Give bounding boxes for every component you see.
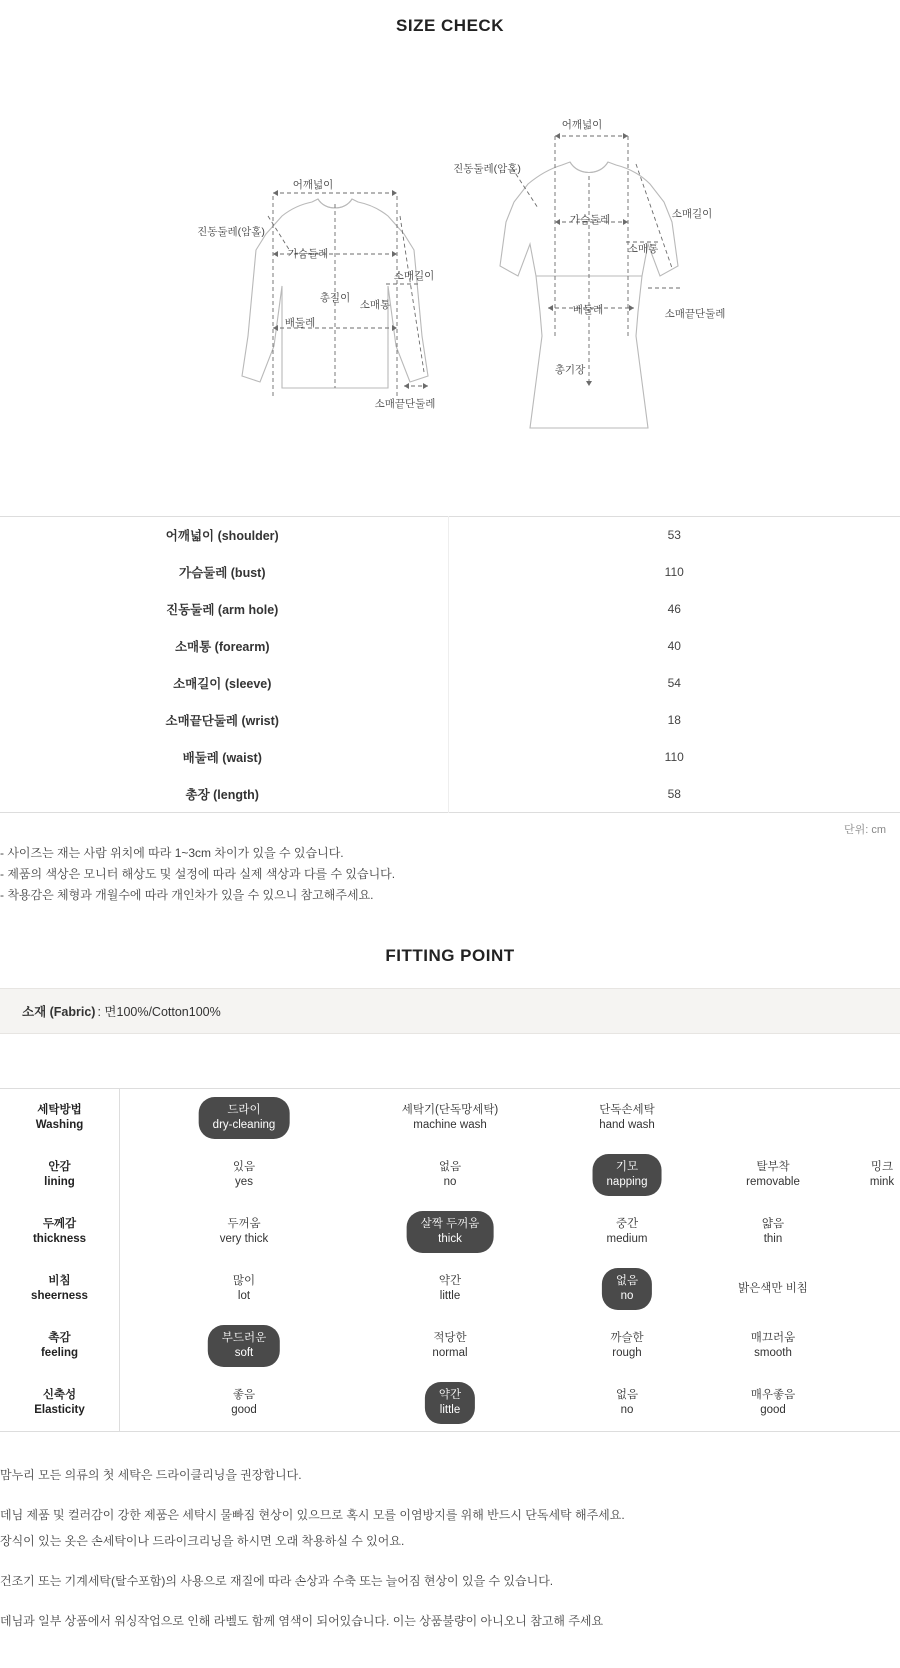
table-row [0,591,900,628]
fitting-option-smooth[interactable] [751,1331,795,1361]
label-shoulder-top: 어깨넓이 [292,179,334,191]
option-en: mink [869,1175,895,1188]
size-row-value-text: 58 [667,786,681,801]
fitting-option-rough[interactable] [610,1331,643,1361]
fitting-option-medium[interactable] [607,1217,648,1247]
label-waist-top: 배둘레 [284,317,316,329]
option-en: soft [234,1346,254,1359]
option-en: thin [763,1232,783,1245]
size-note-item: - 사이즈는 재는 사람 위치에 따라 1~3cm 차이가 있을 수 있습니다. [0,846,344,860]
option-ko: 없음 [438,1160,462,1173]
size-row-value [448,702,900,739]
fitting-row-label-en: lining [44,1175,75,1188]
fitting-row-label [0,1317,120,1374]
fitting-option-napping[interactable] [593,1154,662,1196]
fabric-bar [0,988,900,1034]
option-ko: 없음 [615,1274,639,1287]
fitting-row-label-en: sheerness [31,1289,88,1302]
fitting-option-dry-cleaning[interactable] [199,1097,290,1139]
size-row-value-text: 110 [664,565,684,579]
label-armhole-dress: 진동둘레(암홀) [453,163,521,175]
fitting-option-little-sheer[interactable] [439,1274,461,1304]
option-ko: 좋음 [232,1388,256,1401]
fitting-option-very-thick[interactable] [220,1217,269,1247]
table-row [0,776,900,813]
option-en: thick [438,1232,462,1245]
option-ko: 약간 [438,1388,462,1401]
fitting-option-elastic-little[interactable] [425,1382,475,1424]
size-row-value-text: 54 [667,676,681,690]
option-ko: 단독손세탁 [599,1103,655,1116]
option-ko: 밍크 [870,1160,894,1173]
option-en: lot [237,1289,251,1302]
fitting-option-lining-yes[interactable] [233,1160,255,1190]
option-ko: 두꺼움 [227,1217,261,1230]
fitting-option-lot[interactable] [233,1274,255,1304]
table-row [0,739,900,776]
fitting-row-feeling [0,1317,900,1374]
option-en: no [620,1289,634,1302]
option-ko: 세탁기(단독망세탁) [401,1103,499,1116]
size-row-label: 배둘레 (waist) [0,739,448,776]
table-row [0,628,900,665]
option-ko: 탈부착 [756,1160,790,1173]
size-row-value [448,628,900,665]
label-length-dress: 총기장 [554,364,586,376]
care-note-item: 건조기 또는 기계세탁(탈수포함)의 사용으로 재질에 따라 손상과 수축 또는 늘어짐 현상이 있을 수 있습니다. [0,1574,554,1588]
label-bust-dress: 가슴둘레 [569,214,611,226]
fitting-row-label-en: thickness [32,1232,87,1245]
option-en: little [439,1403,461,1416]
fitting-row-thickness [0,1203,900,1260]
option-en: hand wash [599,1118,655,1131]
fitting-option-hand-wash[interactable] [599,1103,655,1133]
label-wrist-top: 소매끝단둘레 [374,398,436,410]
size-check-title: SIZE CHECK [396,16,504,35]
size-row-label: 소매끝단둘레 (wrist) [0,702,448,739]
table-row [0,554,900,591]
fitting-option-mink[interactable] [870,1160,894,1190]
option-ko: 기모 [615,1160,639,1173]
option-ko: 드라이 [227,1103,261,1116]
option-en: good [760,1403,786,1416]
label-sleeve-top: 소매길이 [393,270,435,282]
fitting-row-label [0,1146,120,1203]
option-en: smooth [754,1346,792,1359]
size-table-body [0,517,900,813]
care-note-item: 데님과 일부 상품에서 워싱작업으로 인해 라벨도 함께 염색이 되어있습니다. 이는 상품불량이 아니오니 참고해 주세요 [0,1614,604,1628]
label-sleeve-dress: 소매길이 [671,208,713,220]
size-row-value [448,665,900,702]
fitting-row-options [120,1146,900,1203]
size-notes [0,837,900,906]
fitting-option-soft[interactable] [208,1325,280,1367]
option-ko: 약간 [438,1274,462,1287]
option-en: rough [612,1346,642,1359]
option-en: little [439,1289,461,1302]
size-row-value-text: 110 [664,750,684,764]
fitting-matrix [0,1088,900,1432]
care-notes [0,1432,900,1668]
table-row [0,665,900,702]
care-note-item: 맘누리 모든 의류의 첫 세탁은 드라이클리닝을 권장합니다. [0,1468,302,1482]
option-en: no [443,1175,457,1188]
option-en: very thick [219,1232,269,1245]
fitting-option-thick[interactable] [407,1211,494,1253]
unit-note: 단위: cm [843,824,886,836]
option-ko: 밝은색만 비침 [738,1282,808,1294]
option-ko: 살짝 두꺼움 [420,1217,480,1230]
table-row [0,702,900,739]
option-ko: 매끄러움 [750,1331,796,1344]
label-armhole-top: 진동둘레(암홀) [197,226,265,238]
label-waist-dress: 배둘레 [572,304,604,316]
option-en: good [231,1403,257,1416]
fitting-option-elastic-no[interactable] [616,1388,638,1418]
fitting-row-label [0,1374,120,1431]
fitting-row-label-en: feeling [40,1346,79,1359]
size-note-item: - 제품의 색상은 모니터 해상도 및 설정에 따라 실제 색상과 다를 수 있습니다. [0,867,396,881]
fitting-row-label [0,1260,120,1317]
care-note-item: 장식이 있는 옷은 손세탁이나 드라이크리닝을 하시면 오래 착용하실 수 있어요. [0,1534,405,1548]
fitting-option-normal[interactable] [432,1331,467,1361]
fitting-row-label-ko: 두께감 [42,1217,77,1230]
option-en: no [620,1403,634,1416]
fitting-option-elastic-very-good[interactable] [751,1388,795,1418]
fitting-option-removable[interactable] [746,1160,800,1190]
label-bust-top: 가슴둘레 [287,248,329,260]
option-ko: 부드러운 [221,1331,267,1344]
fitting-row-label-en: Elasticity [34,1403,85,1416]
fitting-row-options [120,1089,900,1146]
fabric-label: 소재 (Fabric) [22,1005,96,1019]
size-row-label: 총장 (length) [0,776,448,813]
label-sleevewidth-dress: 소매통 [627,243,659,255]
fitting-option-machine-wash[interactable] [402,1103,499,1133]
size-row-value [448,554,900,591]
option-ko: 얇음 [761,1217,785,1230]
size-row-value-text: 18 [667,713,681,727]
size-row-value [448,739,900,776]
fitting-row-options [120,1260,900,1317]
option-ko: 까슬한 [610,1331,644,1344]
fitting-row-washing [0,1089,900,1146]
fabric-value: : 면100%/Cotton100% [97,1005,221,1019]
fitting-row-label [0,1203,120,1260]
size-row-value-text: 40 [667,639,681,653]
size-row-label: 어깨넓이 (shoulder) [0,517,448,554]
fitting-row-label-ko: 안감 [48,1160,71,1173]
label-sleevewidth-top: 소매통 [359,299,391,311]
fitting-row-sheerness [0,1260,900,1317]
label-shoulder-dress: 어깨넓이 [561,119,603,131]
option-en: medium [606,1232,648,1245]
option-ko: 많이 [232,1274,256,1287]
fitting-row-label-ko: 비침 [48,1274,71,1287]
option-ko: 있음 [232,1160,256,1173]
fitting-option-no-sheer[interactable] [602,1268,652,1310]
fitting-row-label-en: Washing [35,1118,84,1131]
option-ko: 중간 [615,1217,639,1230]
option-ko: 적당한 [433,1331,467,1344]
option-ko: 매우좋음 [750,1388,796,1401]
option-en: removable [746,1175,800,1188]
table-row [0,517,900,554]
fitting-row-label-ko: 신축성 [42,1388,77,1401]
size-row-value [448,776,900,813]
option-ko: 없음 [615,1388,639,1401]
size-row-label: 소매통 (forearm) [0,628,448,665]
label-wrist-dress: 소매끝단둘레 [664,308,726,320]
fitting-row-label-ko: 세탁방법 [37,1103,82,1116]
fitting-row-options [120,1203,900,1260]
size-table [0,516,900,813]
garment-measurement-diagram [0,36,900,506]
option-en: dry-cleaning [212,1118,276,1131]
fitting-option-elastic-good[interactable] [231,1388,257,1418]
fitting-row-options [120,1317,900,1374]
fitting-point-title: FITTING POINT [385,946,515,965]
fitting-row-elasticity [0,1374,900,1431]
size-row-value [448,517,900,554]
fitting-option-lining-no[interactable] [439,1160,461,1190]
size-note-item: - 착용감은 체형과 개월수에 따라 개인차가 있을 수 있으니 참고해주세요. [0,888,374,902]
fitting-row-lining [0,1146,900,1203]
option-en: yes [235,1175,253,1188]
fitting-option-light-color-sheer[interactable] [738,1281,808,1296]
fitting-row-label [0,1089,120,1146]
fitting-row-options [120,1374,900,1431]
option-en: napping [606,1175,648,1188]
option-en: normal [432,1346,468,1359]
size-row-label: 진동둘레 (arm hole) [0,591,448,628]
size-row-value [448,591,900,628]
size-row-label: 가슴둘레 (bust) [0,554,448,591]
label-length-top: 총길이 [319,292,351,304]
care-note-item: 데님 제품 및 컬러감이 강한 제품은 세탁시 물빠짐 현상이 있으므로 혹시 모를 이염방지를 위해 반드시 단독세탁 해주세요. [0,1508,625,1522]
option-en: machine wash [413,1118,487,1131]
fitting-row-label-ko: 촉감 [48,1331,71,1344]
size-row-value-text: 46 [667,602,681,616]
size-row-label: 소매길이 (sleeve) [0,665,448,702]
size-row-value-text: 53 [667,528,681,543]
fitting-option-thin[interactable] [762,1217,784,1247]
